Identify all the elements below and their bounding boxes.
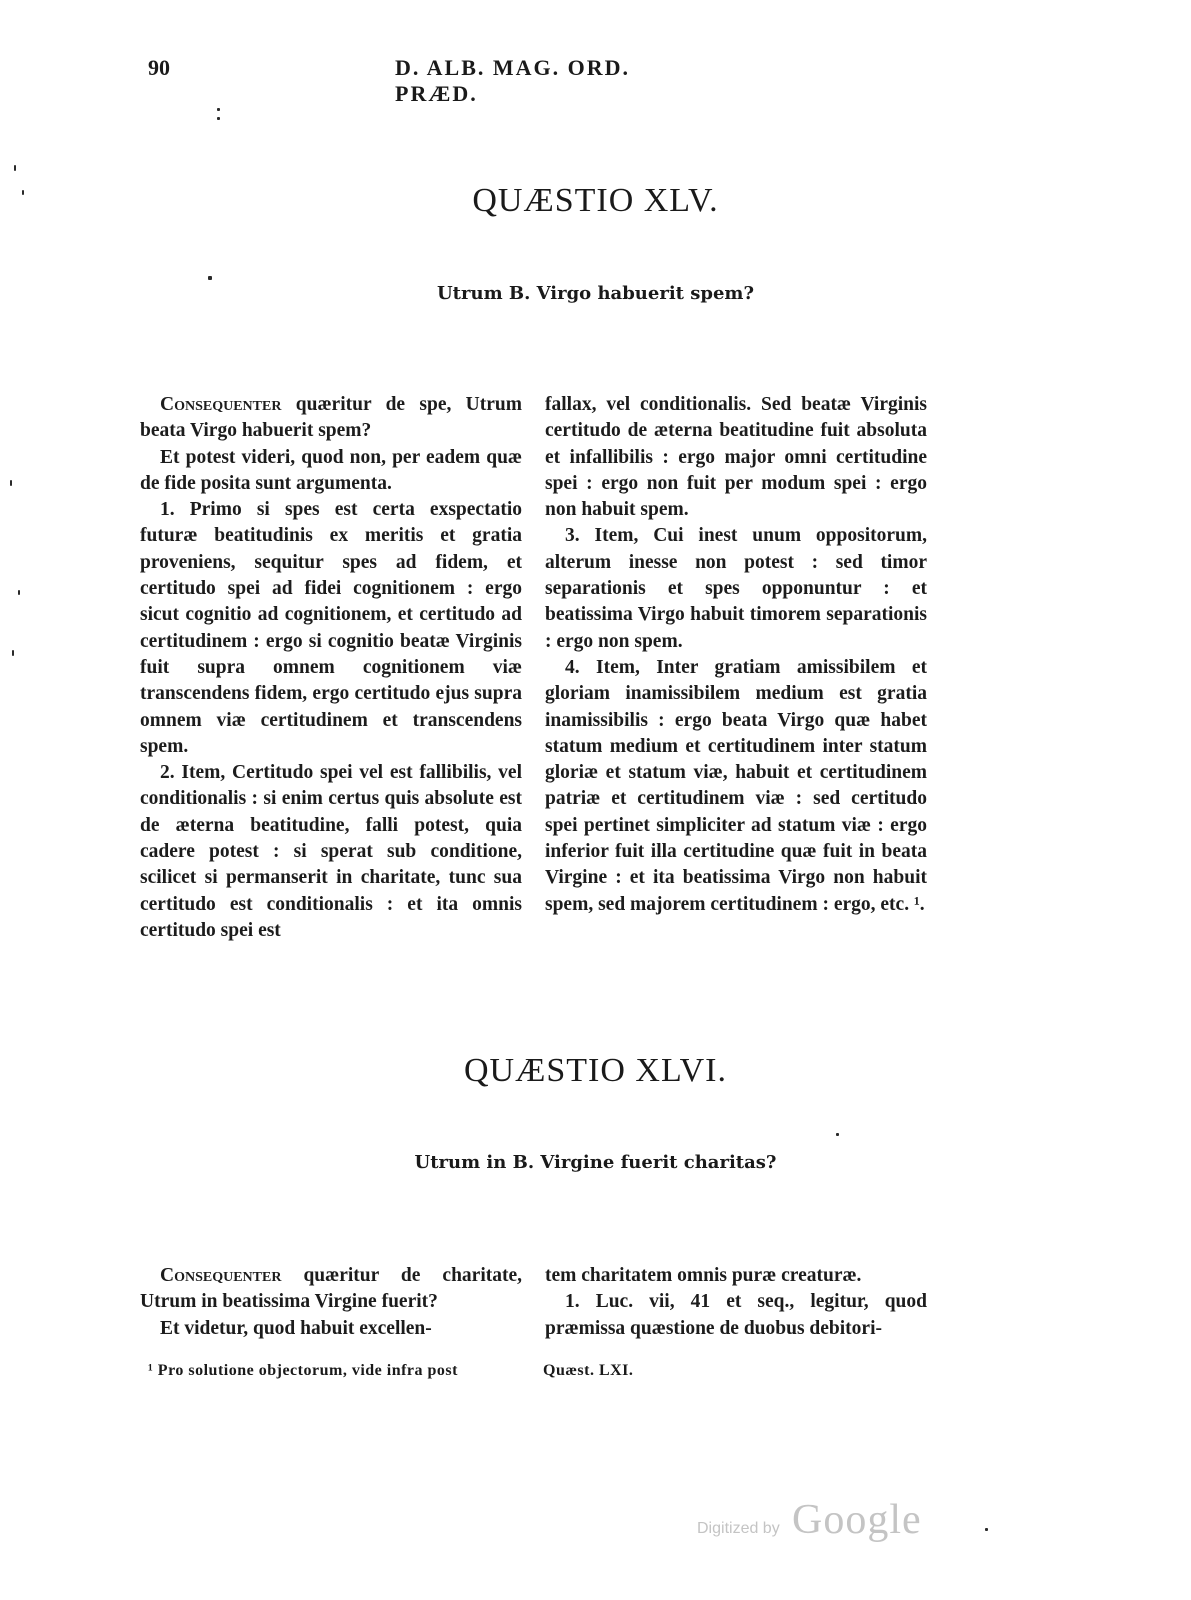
paragraph bbox=[140, 392, 522, 445]
question-45-subtitle: Utrum B. Virgo habuerit spem? bbox=[436, 283, 754, 304]
footnote-left: ¹ Pro solutione objectorum, vide infra post bbox=[148, 1362, 458, 1379]
question-45-title: QUÆSTIO XLV. bbox=[472, 182, 719, 219]
scan-speck bbox=[10, 480, 12, 486]
paragraph: 3. Item, Cui inest unum oppositorum, alterum inesse non potest : sed timor separationis et spes opponuntur : et beatissima Virgo habuit timorem separationis : ergo non spem. bbox=[545, 525, 927, 652]
paragraph: 1. Luc. vii, 41 et seq., legitur, quod præmissa quæstione de duobus debitori- bbox=[545, 1291, 927, 1339]
scan-speck bbox=[18, 590, 20, 595]
paragraph bbox=[140, 1263, 522, 1316]
google-logo: Google bbox=[792, 1497, 922, 1543]
scan-speck bbox=[14, 165, 16, 171]
question-46-right-column bbox=[545, 1263, 927, 1342]
question-45-right-column bbox=[545, 392, 927, 918]
scan-speck bbox=[217, 117, 220, 120]
paragraph: tem charitatem omnis puræ creaturæ. bbox=[545, 1265, 862, 1286]
running-head bbox=[148, 55, 708, 106]
paragraph-text: quæritur de charitate, Utrum in beatissima Virgine fuerit? bbox=[140, 1265, 522, 1313]
smallcaps-lead: Consequenter bbox=[160, 394, 282, 415]
question-45-left-column bbox=[140, 392, 522, 944]
watermark-prefix: Digitized by bbox=[697, 1520, 780, 1537]
scan-speck bbox=[985, 1528, 988, 1531]
scan-speck bbox=[208, 276, 212, 280]
footnote-right: Quæst. LXI. bbox=[543, 1362, 634, 1379]
paragraph: fallax, vel conditionalis. Sed beatæ Virginis certitudo de æterna beatitudine fuit absoluta et infallibilis : ergo major omni certitudine spei : ergo non fuit per modum spei : ergo non habuit spem. bbox=[545, 394, 927, 521]
scan-speck bbox=[217, 108, 220, 111]
paragraph: 1. Primo si spes est certa exspectatio futuræ beatitudinis ex meritis et gratia proveniens, sequitur spes ad fidem, et certitudo spei ad fidei cognitionem : ergo sicut cognitio ad cognitionem, et certitudo ad certitudinem : ergo si cognitio beatæ Virginis fuit supra omnem cognitionem viæ transcendens fidem, ergo certitudo ejus supra omnem viæ certitudinem et transcendens spem. bbox=[140, 499, 522, 757]
question-46-left-column bbox=[140, 1263, 522, 1342]
running-title: D. ALB. MAG. ORD. PRÆD. bbox=[395, 55, 631, 106]
question-46-title: QUÆSTIO XLVI. bbox=[464, 1052, 727, 1089]
scan-speck bbox=[12, 650, 14, 656]
paragraph: 4. Item, Inter gratiam amissibilem et gloriam inamissibilem medium est gratia inamissibilis : ergo beata Virgo quæ habet statum medium et certitudinem inter statum gloriæ et statum viæ, habuit et certitudinem patriæ et certitudinem viæ : sed certitudo spei pertinet simpliciter ad statum viæ : ergo inferior fuit illa certitudine quæ fuit in beata Virgine : et ita beatissima Virgo non habuit spem, sed majorem certitudinem : ergo, etc. ¹. bbox=[545, 656, 927, 915]
paragraph-text: quæritur de spe, Utrum beata Virgo habuerit spem? bbox=[140, 394, 522, 442]
paragraph: 2. Item, Certitudo spei vel est fallibilis, vel conditionalis : si enim certus quis absolute est de æterna beatitudine, falli potest, quia cadere potest : si sperat sub conditione, scilicet si permanserit in charitate, tunc sua certitudo est conditionalis : et ita omnis certitudo spei est bbox=[140, 762, 522, 941]
paragraph: Et potest videri, quod non, per eadem quæ de fide posita sunt argumenta. bbox=[140, 446, 522, 494]
scan-speck bbox=[22, 190, 24, 195]
scan-speck bbox=[836, 1133, 839, 1136]
page-number: 90 bbox=[148, 55, 170, 80]
digitized-watermark bbox=[697, 1496, 937, 1552]
question-46-subtitle: Utrum in B. Virgine fuerit charitas? bbox=[414, 1152, 777, 1173]
paragraph: Et videtur, quod habuit excellen- bbox=[160, 1317, 432, 1339]
smallcaps-lead: Consequenter bbox=[160, 1265, 282, 1286]
